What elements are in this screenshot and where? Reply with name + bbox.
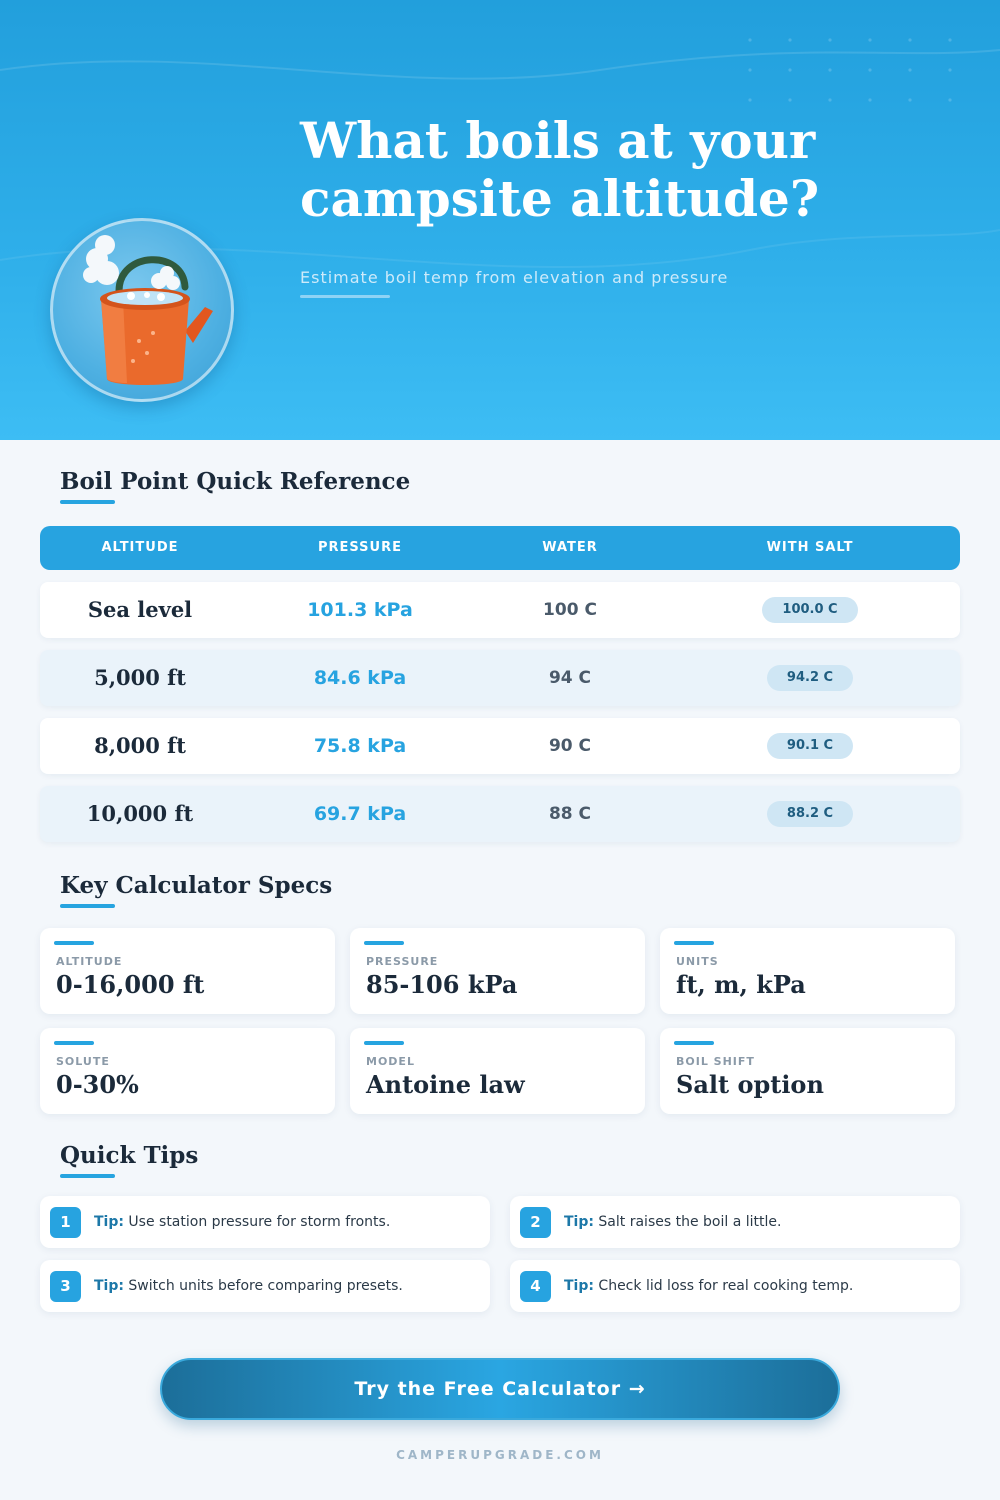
tip-text	[564, 1260, 853, 1312]
tip-card-3	[40, 1260, 490, 1312]
page-title-line-2: campsite altitude?	[300, 169, 820, 228]
water-boil-cell: 88 C	[548, 804, 592, 824]
tip-body: Salt raises the boil a little.	[598, 1214, 782, 1230]
hero-banner	[0, 0, 1000, 440]
tip-card-2	[510, 1196, 960, 1248]
specs-section-title: Key Calculator Specs	[60, 872, 333, 899]
kettle-icon	[53, 221, 231, 399]
tip-number-badge: 2	[520, 1207, 551, 1238]
salt-boil-badge: 94.2 C	[767, 665, 853, 691]
spec-value: ft, m, kPa	[676, 970, 806, 999]
reference-section-title: Boil Point Quick Reference	[60, 468, 411, 495]
tip-body: Switch units before comparing presets.	[128, 1278, 403, 1294]
card-accent-bar	[364, 1041, 404, 1045]
reference-table-header	[40, 526, 960, 570]
card-accent-bar	[674, 1041, 714, 1045]
tips-title-accent	[60, 1174, 115, 1178]
salt-boil-badge: 88.2 C	[767, 801, 853, 827]
spec-label: PRESSURE	[366, 955, 439, 968]
spec-value: 0-30%	[56, 1070, 139, 1099]
table-row	[40, 582, 960, 638]
column-header-altitude: ALTITUDE	[101, 540, 179, 555]
spec-value: 0-16,000 ft	[56, 970, 205, 999]
page-title-line-1: What boils at your	[300, 111, 816, 170]
tip-text	[564, 1196, 781, 1248]
pressure-cell: 101.3 kPa	[307, 599, 413, 621]
tip-text	[94, 1196, 390, 1248]
tip-prefix: Tip:	[564, 1278, 594, 1294]
tip-body: Check lid loss for real cooking temp.	[598, 1278, 854, 1294]
reference-title-accent	[60, 500, 115, 504]
kettle-badge	[50, 218, 234, 402]
altitude-cell: 10,000 ft	[86, 801, 194, 826]
tip-prefix: Tip:	[94, 1278, 124, 1294]
spec-label: ALTITUDE	[56, 955, 123, 968]
salt-boil-badge: 90.1 C	[767, 733, 853, 759]
spec-label: MODEL	[366, 1055, 415, 1068]
spec-card-pressure	[350, 928, 645, 1014]
table-row	[40, 718, 960, 774]
tip-card-1	[40, 1196, 490, 1248]
card-accent-bar	[364, 941, 404, 945]
page-title	[300, 112, 940, 228]
pressure-cell: 84.6 kPa	[313, 667, 407, 689]
water-boil-cell: 94 C	[548, 668, 592, 688]
spec-card-boil-shift	[660, 1028, 955, 1114]
spec-label: UNITS	[676, 955, 719, 968]
salt-boil-badge: 100.0 C	[762, 597, 857, 623]
spec-card-units	[660, 928, 955, 1014]
card-accent-bar	[54, 941, 94, 945]
water-boil-cell: 100 C	[543, 600, 597, 620]
spec-value: Salt option	[676, 1070, 824, 1099]
subtitle-underline	[300, 295, 390, 298]
altitude-cell: Sea level	[87, 597, 193, 622]
spec-label: SOLUTE	[56, 1055, 110, 1068]
tip-prefix: Tip:	[564, 1214, 594, 1230]
spec-label: BOIL SHIFT	[676, 1055, 755, 1068]
tip-body: Use station pressure for storm fronts.	[128, 1214, 391, 1230]
column-header-with-salt: WITH SALT	[766, 540, 854, 555]
footer-site-link[interactable]: CAMPERUPGRADE.COM	[396, 1448, 604, 1462]
tip-text	[94, 1260, 403, 1312]
tip-number-badge: 3	[50, 1271, 81, 1302]
page-subtitle: Estimate boil temp from elevation and pressure	[300, 268, 729, 287]
table-row	[40, 786, 960, 842]
spec-card-model	[350, 1028, 645, 1114]
tips-section-title: Quick Tips	[60, 1142, 199, 1169]
spec-card-solute	[40, 1028, 335, 1114]
tip-prefix: Tip:	[94, 1214, 124, 1230]
altitude-cell: 5,000 ft	[94, 665, 186, 690]
column-header-water: WATER	[542, 540, 598, 555]
card-accent-bar	[54, 1041, 94, 1045]
water-boil-cell: 90 C	[548, 736, 592, 756]
spec-value: Antoine law	[366, 1070, 525, 1099]
tip-card-4	[510, 1260, 960, 1312]
card-accent-bar	[674, 941, 714, 945]
specs-title-accent	[60, 904, 115, 908]
altitude-cell: 8,000 ft	[94, 733, 186, 758]
pressure-cell: 69.7 kPa	[313, 803, 407, 825]
tip-number-badge: 1	[50, 1207, 81, 1238]
try-calculator-button[interactable]: Try the Free Calculator →	[160, 1358, 840, 1420]
column-header-pressure: PRESSURE	[317, 540, 402, 555]
tip-number-badge: 4	[520, 1271, 551, 1302]
pressure-cell: 75.8 kPa	[313, 735, 407, 757]
table-row	[40, 650, 960, 706]
spec-value: 85-106 kPa	[366, 970, 518, 999]
spec-card-altitude	[40, 928, 335, 1014]
